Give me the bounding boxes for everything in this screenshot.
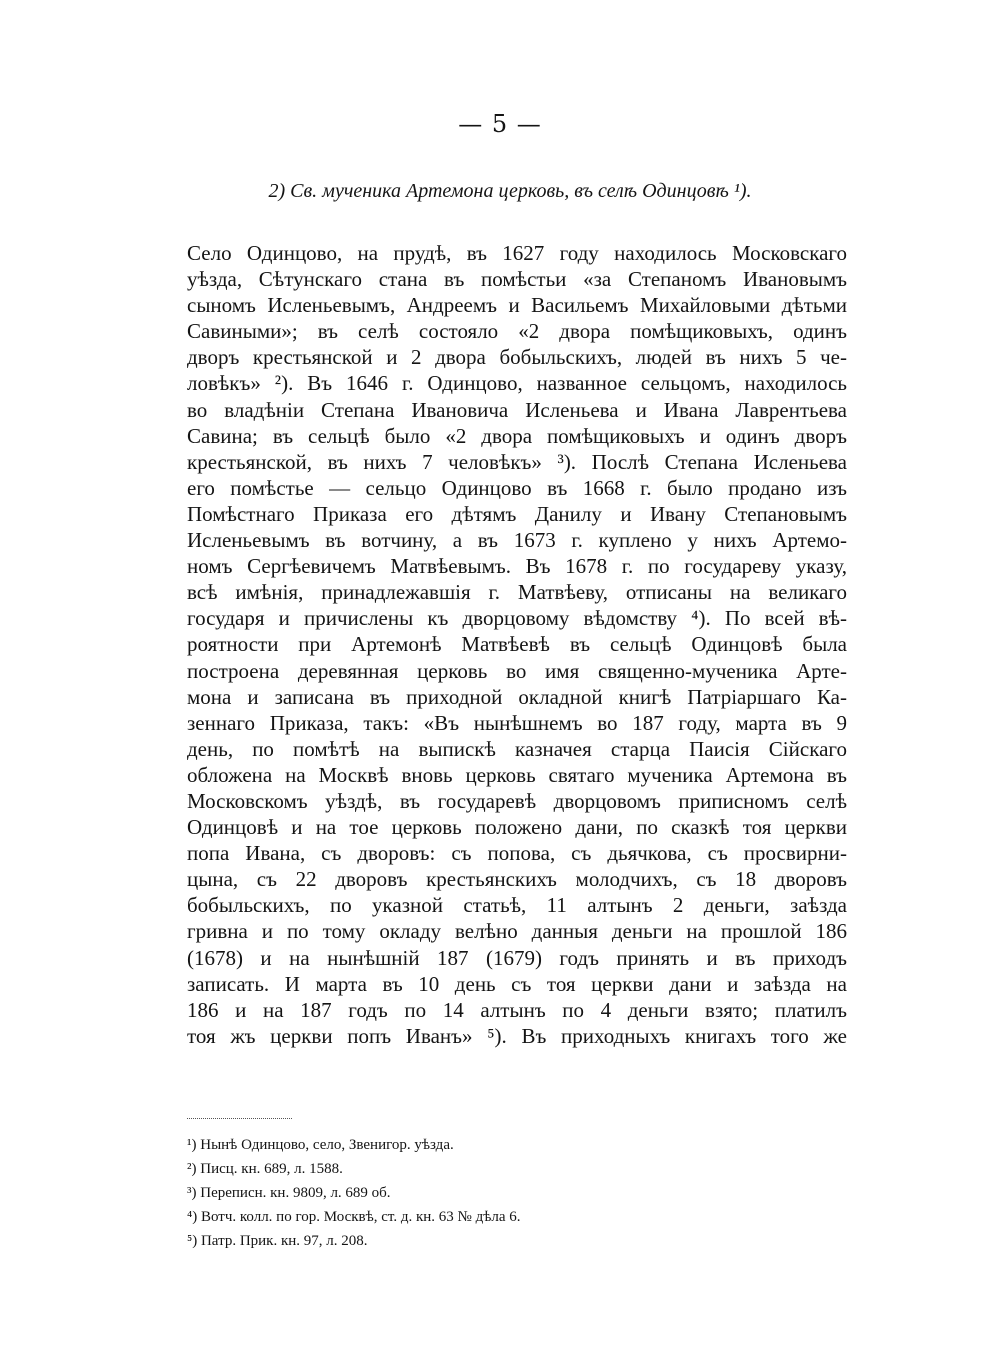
body-line: Московскомъ уѣздѣ, въ государевѣ дворцовомъ приписномъ селѣ [187, 788, 847, 813]
footnote: ⁵) Патр. Прик. кн. 97, л. 208. [187, 1233, 368, 1249]
body-line: крестьянской, въ нихъ 7 человѣкъ» ³). Послѣ Степана Исленьева [187, 449, 847, 474]
body-line: во владѣніи Степана Ивановича Исленьева и Ивана Лаврентьева [187, 397, 847, 422]
body-line: попа Ивана, съ дворовъ: съ попова, съ дьячкова, съ просвирни- [187, 841, 847, 866]
body-line: дворъ крестьянской и 2 двора бобыльскихъ, людей въ нихъ 5 че- [187, 345, 847, 370]
body-line: Савиными»; въ селѣ состояло «2 двора помѣщиковыхъ, одинъ [187, 319, 847, 344]
body-line: зеннаго Приказа, такъ: «Въ нынѣшнемъ во 187 году, марта въ 9 [187, 710, 847, 735]
section-heading: 2) Св. мученика Артемона церковь, въ селѣ Одинцовѣ ¹). [268, 180, 752, 202]
body-line: записать. И марта въ 10 день съ тоя церкви дани и заѣзда на [187, 971, 847, 996]
body-line: мона и записана въ приходной окладной книгѣ Патріаршаго Ка- [187, 684, 847, 709]
body-line: роятности при Артемонѣ Матвѣевѣ въ сельцѣ Одинцовѣ была [187, 632, 847, 657]
footnote: ²) Писц. кн. 689, л. 1588. [187, 1161, 343, 1177]
body-line: Помѣстнаго Приказа его дѣтямъ Данилу и Ивану Степановымъ [187, 501, 847, 526]
body-line: сыномъ Исленьевымъ, Андреемъ и Васильемъ Михайловыми дѣтьми [187, 293, 847, 318]
footnote-divider [187, 1118, 292, 1119]
body-line: ловѣкъ» ²). Въ 1646 г. Одинцово, названное сельцомъ, находилось [187, 371, 847, 396]
body-line: день, по помѣтѣ на выпискѣ казначея старца Паисія Сійскаго [187, 736, 847, 761]
body-line: гривна и по тому окладу велѣно данныя деньги на прошлой 186 [187, 919, 847, 944]
body-line: Одинцовѣ и на тое церковь положено дани, по сказкѣ тоя церкви [187, 815, 847, 840]
body-text [187, 240, 847, 1049]
body-line: цына, съ 22 дворовъ крестьянскихъ молодчихъ, съ 18 дворовъ [187, 867, 847, 892]
body-line: 186 и на 187 годъ по 14 алтынъ по 4 деньги взято; платилъ [187, 997, 847, 1022]
body-line: Савина; въ сельцѣ было «2 двора помѣщиковыхъ и одинъ дворъ [187, 423, 847, 448]
body-line: бобыльскихъ, по указной статьѣ, 11 алтынъ 2 деньги, заѣзда [187, 893, 847, 918]
footnotes [187, 1133, 707, 1253]
body-line: Село Одинцово, на прудѣ, въ 1627 году находилось Московскаго [187, 241, 847, 265]
body-line: обложена на Москвѣ вновь церковь святаго мученика Артемона въ [187, 762, 847, 787]
body-line: его помѣстье — сельцо Одинцово въ 1668 г. было продано изъ [187, 475, 847, 500]
body-line: тоя жъ церкви попъ Иванъ» ⁵). Въ приходныхъ книгахъ того же [187, 1023, 847, 1048]
body-line: государя и причислены къ дворцовому вѣдомству ⁴). По всей вѣ- [187, 606, 847, 631]
body-line: Исленьевымъ въ вотчину, а въ 1673 г. куплено у нихъ Артемо- [187, 528, 847, 553]
body-line: уѣзда, Сѣтунскаго стана въ помѣстьи «за Степаномъ Ивановымъ [187, 267, 847, 292]
body-line: построена деревянная церковь во имя священно-мученика Арте- [187, 658, 847, 683]
footnote: ⁴) Вотч. колл. по гор. Москвѣ, ст. д. кн. 63 № дѣла 6. [187, 1209, 521, 1225]
page-number: — 5 — [458, 110, 542, 138]
body-line: всѣ имѣнія, принадлежавшія г. Матвѣеву, отписаны на великаго [187, 580, 847, 605]
footnote: ¹) Нынѣ Одинцово, село, Звенигор. уѣзда. [187, 1137, 454, 1153]
body-line: (1678) и на нынѣшній 187 (1679) годъ принять и въ приходъ [187, 945, 847, 970]
footnote: ³) Переписн. кн. 9809, л. 689 об. [187, 1185, 391, 1201]
body-line: номъ Сергѣевичемъ Матвѣевымъ. Въ 1678 г. по государеву указу, [187, 554, 847, 579]
